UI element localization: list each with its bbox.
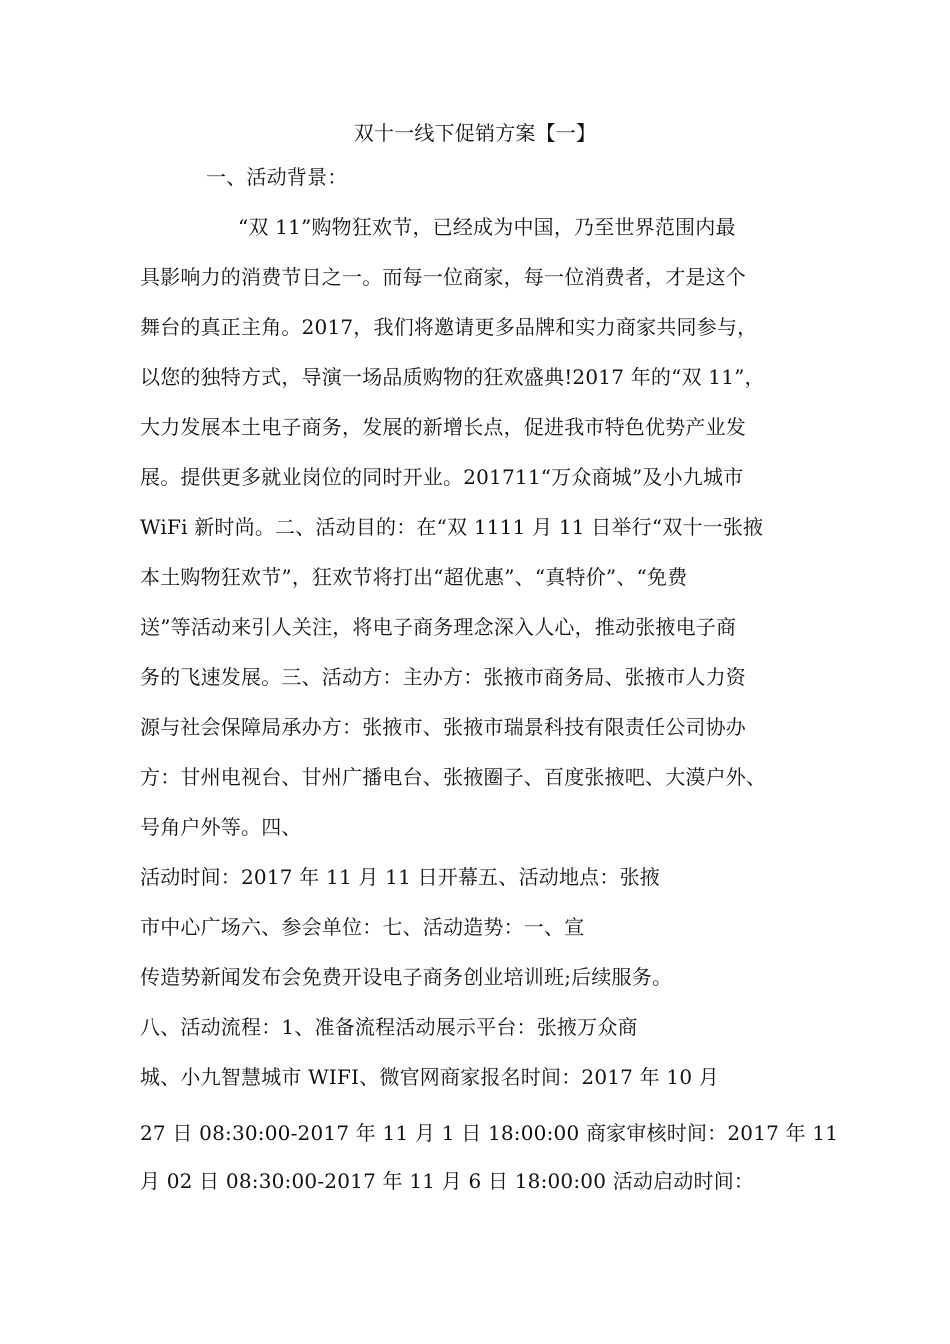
paragraph-line: WiFi 新时尚。二、活动目的：在“双 1111 月 11 日举行“双十一张掖 [140, 515, 764, 539]
paragraph-line: 大力发展本土电子商务，发展的新增长点，促进我市特色优势产业发 [140, 415, 746, 439]
paragraph-line: 务的飞速发展。三、活动方：主办方：张掖市商务局、张掖市人力资 [140, 665, 746, 689]
paragraph-line: 本土购物狂欢节”，狂欢节将打出“超优惠”、“真特价”、“免费 [140, 565, 688, 589]
paragraph-line: 送”等活动来引人关注，将电子商务理念深入人心，推动张掖电子商 [140, 615, 737, 639]
paragraph-line: 市中心广场六、参会单位：七、活动造势：一、宣 [140, 915, 585, 939]
document-title: 双十一线下促销方案【一】 [353, 121, 597, 145]
paragraph-line: 号角户外等。四、 [140, 815, 302, 839]
paragraph-line: 具影响力的消费节日之一。而每一位商家，每一位消费者，才是这个 [140, 265, 746, 289]
paragraph-line: 方：甘州电视台、甘州广播电台、张掖圈子、百度张掖吧、大漠户外、 [140, 765, 767, 789]
section-heading-background: 一、活动背景： [206, 165, 348, 189]
paragraph-line: 舞台的真正主角。2017，我们将邀请更多品牌和实力商家共同参与， [140, 315, 758, 339]
paragraph-line: 城、小九智慧城市 WIFI、微官网商家报名时间：2017 年 10 月 [140, 1065, 720, 1089]
paragraph-line: 月 02 日 08:30:00-2017 年 11 月 6 日 18:00:00 活动启动时间： [140, 1169, 755, 1193]
paragraph-line: 八、活动流程：1、准备流程活动展示平台：张掖万众商 [140, 1015, 638, 1039]
paragraph-line: 展。提供更多就业岗位的同时开业。201711“万众商城”及小九城市 [140, 465, 744, 489]
paragraph-line: “双 11”购物狂欢节，已经成为中国，乃至世界范围内最 [238, 215, 736, 239]
paragraph-line: 以您的独特方式，导演一场品质购物的狂欢盛典!2017 年的“双 11”， [140, 365, 765, 389]
paragraph-line: 活动时间：2017 年 11 月 11 日开幕五、活动地点：张掖 [140, 865, 660, 889]
paragraph-line: 27 日 08:30:00-2017 年 11 月 1 日 18:00:00 商家审核时间：2017 年 11 [140, 1121, 839, 1145]
paragraph-line: 传造势新闻发布会免费开设电子商务创业培训班;后续服务。 [140, 965, 673, 989]
paragraph-line: 源与社会保障局承办方：张掖市、张掖市瑞景科技有限责任公司协办 [140, 715, 746, 739]
